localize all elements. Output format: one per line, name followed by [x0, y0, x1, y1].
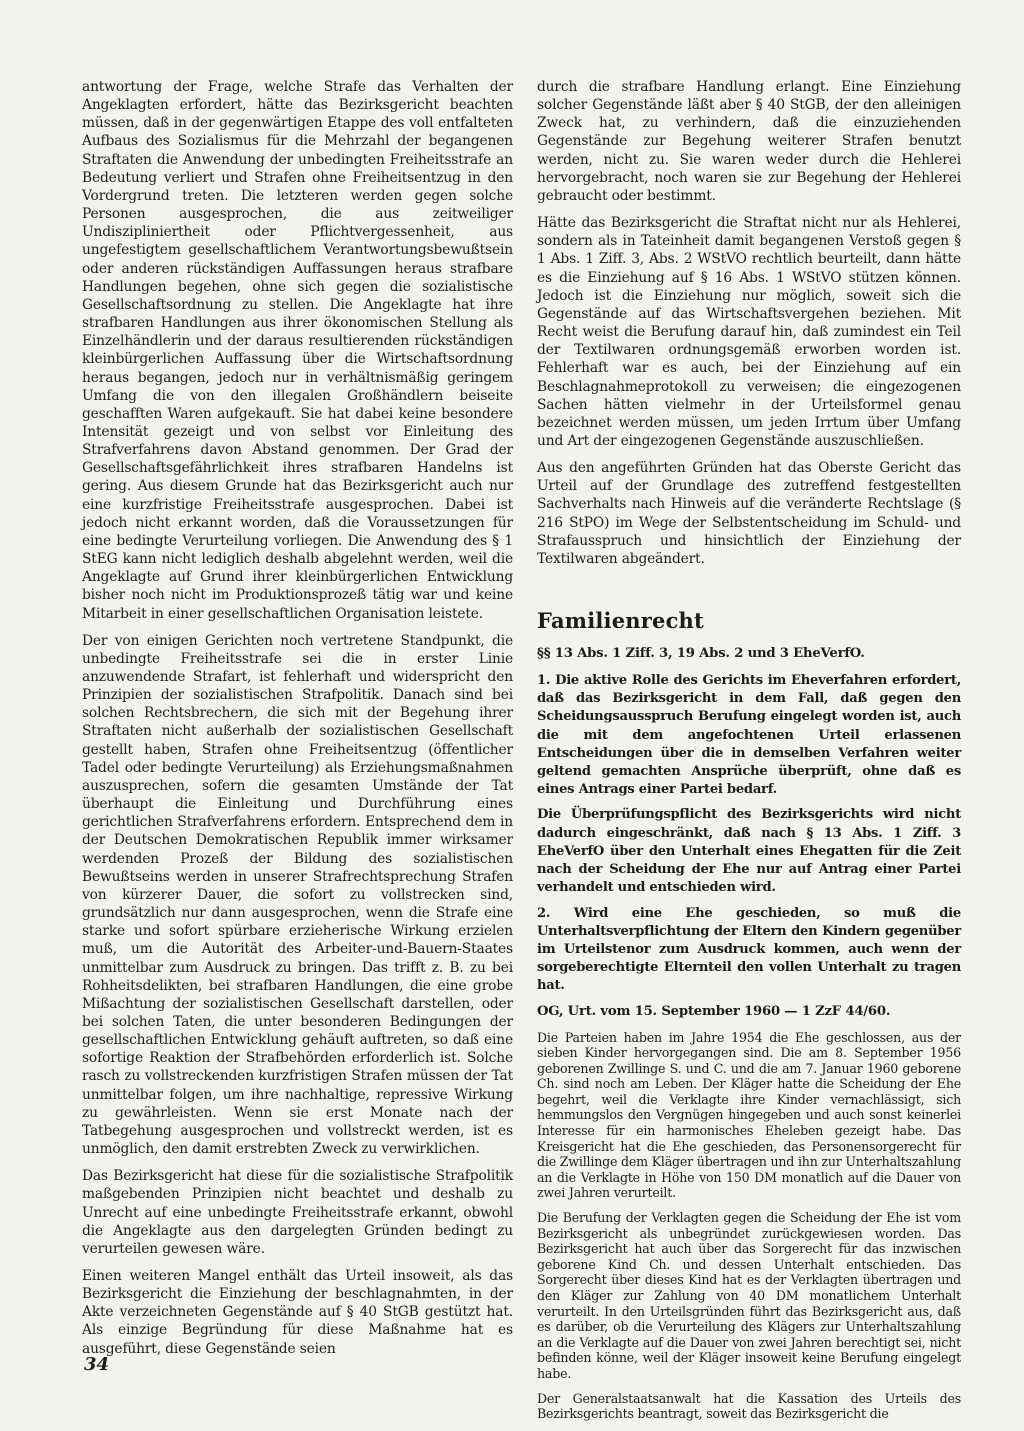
case-citation: OG, Urt. vom 15. September 1960 — 1 ZzF 44/60.	[537, 1003, 891, 1019]
paragraph: Aus den angeführten Gründen hat das Oberste Gericht das Urteil auf der Grundlage des zutreffend festgestellten Sachverhalts nach Hinweis auf die veränderte Rechtslage (§ 216 StPO) im Wege der Selbstentscheidung im Schuld- und Strafausspruch und hinsichtlich der Einziehung der Textilwaren abgeändert.	[537, 460, 961, 567]
case-paragraph: Die Berufung der Verklagten gegen die Scheidung der Ehe ist vom Bezirksgericht als unbegründet zurückgewiesen worden. Das Bezirksgericht hat auch über das Sorgerecht für das inzwischen geborene Kind Ch. und dessen Unterhalt entschieden. Das Sorgerecht über dieses Kind hat es der Verklagten übertragen und den Kläger zur Zahlung von 40 DM monatlichem Unterhalt verurteilt. In den Urteilsgründen führt das Bezirksgericht aus, daß es darüber, ob die Verurteilung des Klägers zur Unterhaltszahlung an die Verklagte auf die Dauer von zwei Jahren berechtigt sei, nicht befinden könne, weil der Kläger insoweit keine Berufung eingelegt habe.	[537, 1210, 961, 1381]
headnote: 2. Wird eine Ehe geschieden, so muß die Unterhaltsverpflichtung der Eltern den Kindern gegenüber im Urteilstenor zum Ausdruck kommen, auch wenn der sorgeberechtigte Elternteil den vollen Unterhalt zu tragen hat.	[537, 905, 961, 994]
headnote: Die Überprüfungspflicht des Bezirksgerichts wird nicht dadurch eingeschränkt, daß nach § 13 Abs. 1 Ziff. 3 EheVerfO über den Unterhalt eines Ehegatten für die Zeit nach der Scheidung der Ehe nur auf Antrag einer Partei verhandelt und entschieden wird.	[537, 807, 961, 896]
case-paragraph: Der Generalstaatsanwalt hat die Kassation des Urteils des Bezirksgerichts beantragt, soweit das Bezirksgericht die	[537, 1390, 961, 1422]
statute-reference: §§ 13 Abs. 1 Ziff. 3, 19 Abs. 2 und 3 EheVerfO.	[537, 646, 865, 662]
paragraph: antwortung der Frage, welche Strafe das Verhalten der Angeklagten erfordert, hätte das Bezirksgericht beachten müssen, daß in der gegenwärtigen Etappe des voll entfalteten Aufbaus des Sozialismus für die Mehrzahl der begangenen Straftaten die Anwendung der unbedingten Freiheitsstrafe an Bedeutung verliert und Strafen ohne Freiheitsentzug in den Vordergrund treten. Die letzteren werden gegen solche Personen ausgesprochen, die aus zeitweiliger Undiszipliniertheit oder Pflichtvergessenheit, aus ungefestigtem gesellschaftlichem Verantwortungsbewußtsein oder anderen rückständigen Auffassungen heraus strafbare Handlungen begehen, ohne sich gegen die sozialistische Gesellschaftsordnung zu stellen. Die Angeklagte hat ihre strafbaren Handlungen aus ihrer ökonomischen Stellung als Einzelhändlerin und der daraus resultierenden rückständigen kleinbürgerlichen Auffassung über die Wirtschaftsordnung heraus begangen, jedoch nur in verhältnismäßig geringem Umfang die von den illegalen Großhändlern beiseite geschafften Waren aufgekauft. Sie hat dabei keine besondere Intensität gezeigt und von selbst vor Einleitung des Strafverfahrens davon Abstand genommen. Der Grad der Gesellschaftsgefährlichkeit ihres strafbaren Handelns ist gering. Aus diesem Grunde hat das Bezirksgericht auch nur eine kurzfristige Freiheitsstrafe ausgesprochen. Dabei ist jedoch nicht erkannt worden, daß die Voraussetzungen für eine bedingte Verurteilung vorliegen. Die Anwendung des § 1 StEG kann nicht lediglich deshalb abgelehnt werden, weil die Angeklagte auf Grund ihrer kleinbürgerlichen Entwicklung bisher noch nicht im Produktionsprozeß tätig war und keine Mitarbeit in einer gesellschaftlichen Organisation leistete.	[82, 79, 513, 622]
case-paragraph: Die Parteien haben im Jahre 1954 die Ehe geschlossen, aus der sieben Kinder hervorgegangen sind. Die am 8. September 1956 geborenen Zwillinge S. und C. und die am 7. Januar 1960 geborene Ch. sind noch am Leben. Der Kläger hatte die Scheidung der Ehe begehrt, weil die Verklagte ihre Kinder vernachlässigt, sich hemmungslos den Vergnügen hingegeben und auch sonst keinerlei Interesse für ein harmonisches Eheleben gezeigt habe. Das Kreisgericht hat die Ehe geschieden, das Personensorgerecht für die Zwillinge dem Kläger übertragen und ihn zur Unterhaltszahlung an die Verklagte in Höhe von 150 DM monatlich auf die Dauer von zwei Jahren verurteilt.	[537, 1029, 961, 1201]
paragraph: Der von einigen Gerichten noch vertretene Standpunkt, die unbedingte Freiheitsstrafe sei die in erster Linie anzuwendende Strafart, ist fehlerhaft und widerspricht den Prinzipien der sozialistischen Strafpolitik. Danach sind bei solchen Rechtsbrechern, die sich mit der Begehung ihrer Straftaten nicht außerhalb der sozialistischen Gesellschaft gestellt haben, Strafen ohne Freiheitsentzug (öffentlicher Tadel oder bedingte Verurteilung) als Erziehungsmaßnahmen auszusprechen, sofern die gesamten Umstände der Tat überhaupt die Einleitung und Durchführung eines gerichtlichen Strafverfahrens erfordern. Entsprechend dem in der Deutschen Demokratischen Republik immer wirksamer werdenden Prozeß der Bildung des sozialistischen Bewußtseins werden in unserer Strafrechtsprechung Strafen von kürzerer Dauer, die sofort zu vollstrecken sind, grundsätzlich nur dann ausgesprochen, wenn die Strafe eine starke und sofort spürbare erzieherische Wirkung erzielen muß, um die Autorität des Arbeiter-und-Bauern-Staates unmittelbar zum Ausdruck zu bringen. Das trifft z. B. zu bei Rohheitsdelikten, bei strafbaren Handlungen, die eine grobe Mißachtung der sozialistischen Gesellschaft darstellen, oder bei solchen Taten, die unter besonderen Bedingungen der gesellschaftlichen Entwicklung gehäuft auftreten, so daß eine sofortige Reaktion der Strafbehörden erforderlich ist. Solche rasch zu vollstreckenden kurzfristigen Strafen müssen der Tat unmittelbar folgen, um ihre nachhaltige, repressive Wirkung zu gewährleisten. Wenn sie erst Monate nach der Tatbegehung ausgesprochen und vollstreckt werden, ist es unmöglich, den damit erstrebten Zweck zu verwirklichen.	[82, 632, 513, 1158]
paragraph: Hätte das Bezirksgericht die Straftat nicht nur als Hehlerei, sondern als in Tateinheit damit begangenen Verstoß gegen § 1 Abs. 1 Ziff. 3, Abs. 2 WStVO rechtlich beurteilt, dann hätte es die Einziehung auf § 16 Abs. 1 WStVO stützen können. Jedoch ist die Einziehung nur möglich, soweit sich die Gegenstände auf das Wirtschaftsvergehen beziehen. Mit Recht weist die Berufung darauf hin, daß zumindest ein Teil der Textilwaren ordnungsgemäß erworben worden ist. Fehlerhaft war es auch, bei der Einziehung auf ein Beschlagnahmeprotokoll zu verweisen; die eingezogenen Sachen hätten vielmehr in der Urteilsformel genau bezeichnet werden müssen, um jeden Irrtum über Umfang und Art der eingezogenen Gegenstände auszuschließen.	[537, 215, 961, 449]
right-column	[537, 78, 961, 1431]
section-heading: Familienrecht	[537, 608, 704, 634]
paragraph: Einen weiteren Mangel enthält das Urteil insoweit, als das Bezirksgericht die Einziehung der beschlagnahmten, in der Akte verzeichneten Gegenstände auf § 40 StGB gestützt hat. Als einzige Begründung für diese Maßnahme hat es ausgeführt, diese Gegenstände seien	[82, 1268, 513, 1357]
paragraph: Das Bezirksgericht hat diese für die sozialistische Strafpolitik maßgebenden Prinzipien nicht beachtet und deshalb zu Unrecht auf eine unbedingte Freiheitsstrafe erkannt, obwohl die Angeklagte aus den dargelegten Gründen bedingt zu verurteilen gewesen wäre.	[82, 1168, 513, 1257]
paragraph: durch die strafbare Handlung erlangt. Eine Einziehung solcher Gegenstände läßt aber § 40 StGB, der den alleinigen Zweck hat, zu verhindern, daß die einzuziehenden Gegenstände zur Begehung weiterer Strafen benutzt werden, nicht zu. Sie waren weder durch die Hehlerei hervorgebracht, noch waren sie zur Begehung der Hehlerei gebraucht oder bestimmt.	[537, 79, 961, 204]
headnote: 1. Die aktive Rolle des Gerichts im Eheverfahren erfordert, daß das Bezirksgericht in dem Fall, daß gegen den Scheidungsausspruch Berufung eingelegt worden ist, auch die mit dem angefochtenen Urteil erlassenen Entscheidungen über die in demselben Verfahren weiter geltend gemachten Ansprüche überprüft, ohne daß es eines Antrags einer Partei bedarf.	[537, 673, 961, 798]
left-column	[82, 78, 513, 1367]
page-number: 34	[84, 1354, 110, 1375]
